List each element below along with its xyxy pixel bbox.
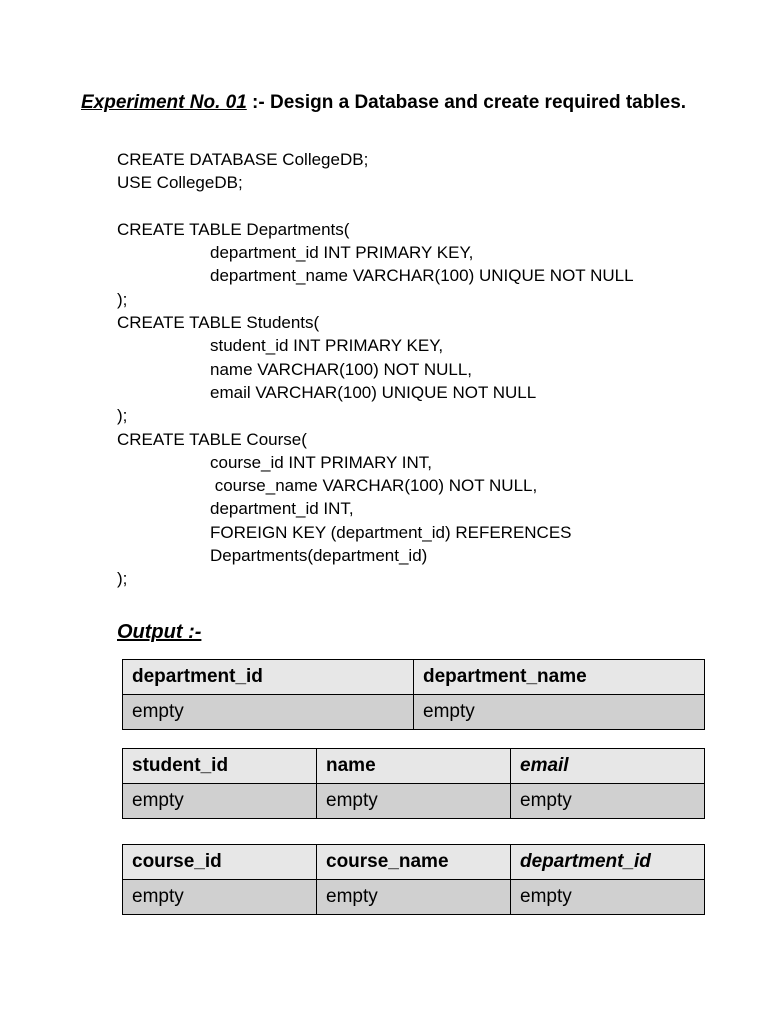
experiment-heading [81, 92, 686, 114]
column-header: email [511, 749, 705, 784]
code-line: CREATE TABLE Departments( [117, 219, 350, 239]
code-line: ); [117, 406, 128, 426]
code-line: department_name VARCHAR(100) UNIQUE NOT NULL [210, 266, 634, 286]
table-row [123, 784, 705, 819]
table-cell: empty [317, 880, 511, 915]
code-line: CREATE DATABASE CollegeDB; [117, 150, 369, 169]
table-row [123, 880, 705, 915]
code-line: Departments(department_id) [210, 546, 428, 566]
code-line: ); [117, 569, 128, 589]
code-line: CREATE TABLE Course( [117, 429, 307, 449]
table-cell: empty [123, 695, 414, 730]
column-header: student_id [123, 749, 317, 784]
code-line: course_name VARCHAR(100) NOT NULL, [210, 476, 538, 496]
column-header: name [317, 749, 511, 784]
experiment-title: :- Design a Database and create required tables. [246, 92, 687, 113]
column-header: course_name [317, 845, 511, 880]
code-line: department_id INT, [210, 499, 354, 519]
code-line: FOREIGN KEY (department_id) REFERENCES [210, 522, 572, 542]
course-output-table [122, 844, 705, 915]
column-header: department_name [414, 660, 705, 695]
code-line: CREATE TABLE Students( [117, 313, 320, 333]
column-header: course_id [123, 845, 317, 880]
column-header: department_id [123, 660, 414, 695]
experiment-number: Experiment No. 01 [81, 92, 247, 113]
code-line: USE CollegeDB; [117, 173, 243, 193]
code-line: course_id INT PRIMARY INT, [210, 452, 433, 472]
table-header-row [123, 660, 705, 695]
departments-output-table [122, 659, 705, 730]
students-output-table [122, 748, 705, 819]
output-label: Output :- [117, 621, 202, 643]
table-cell: empty [511, 784, 705, 819]
table-cell: empty [317, 784, 511, 819]
table-cell: empty [123, 880, 317, 915]
table-header-row [123, 749, 705, 784]
code-line: name VARCHAR(100) NOT NULL, [210, 359, 473, 379]
table-cell: empty [511, 880, 705, 915]
table-cell: empty [123, 784, 317, 819]
code-line: ); [117, 289, 128, 309]
code-line: email VARCHAR(100) UNIQUE NOT NULL [210, 382, 537, 402]
sql-code-block [117, 148, 634, 591]
code-line [117, 195, 634, 218]
code-line: student_id INT PRIMARY KEY, [210, 336, 444, 356]
table-header-row [123, 845, 705, 880]
code-line: department_id INT PRIMARY KEY, [210, 243, 474, 263]
table-cell: empty [414, 695, 705, 730]
column-header: department_id [511, 845, 705, 880]
table-row [123, 695, 705, 730]
